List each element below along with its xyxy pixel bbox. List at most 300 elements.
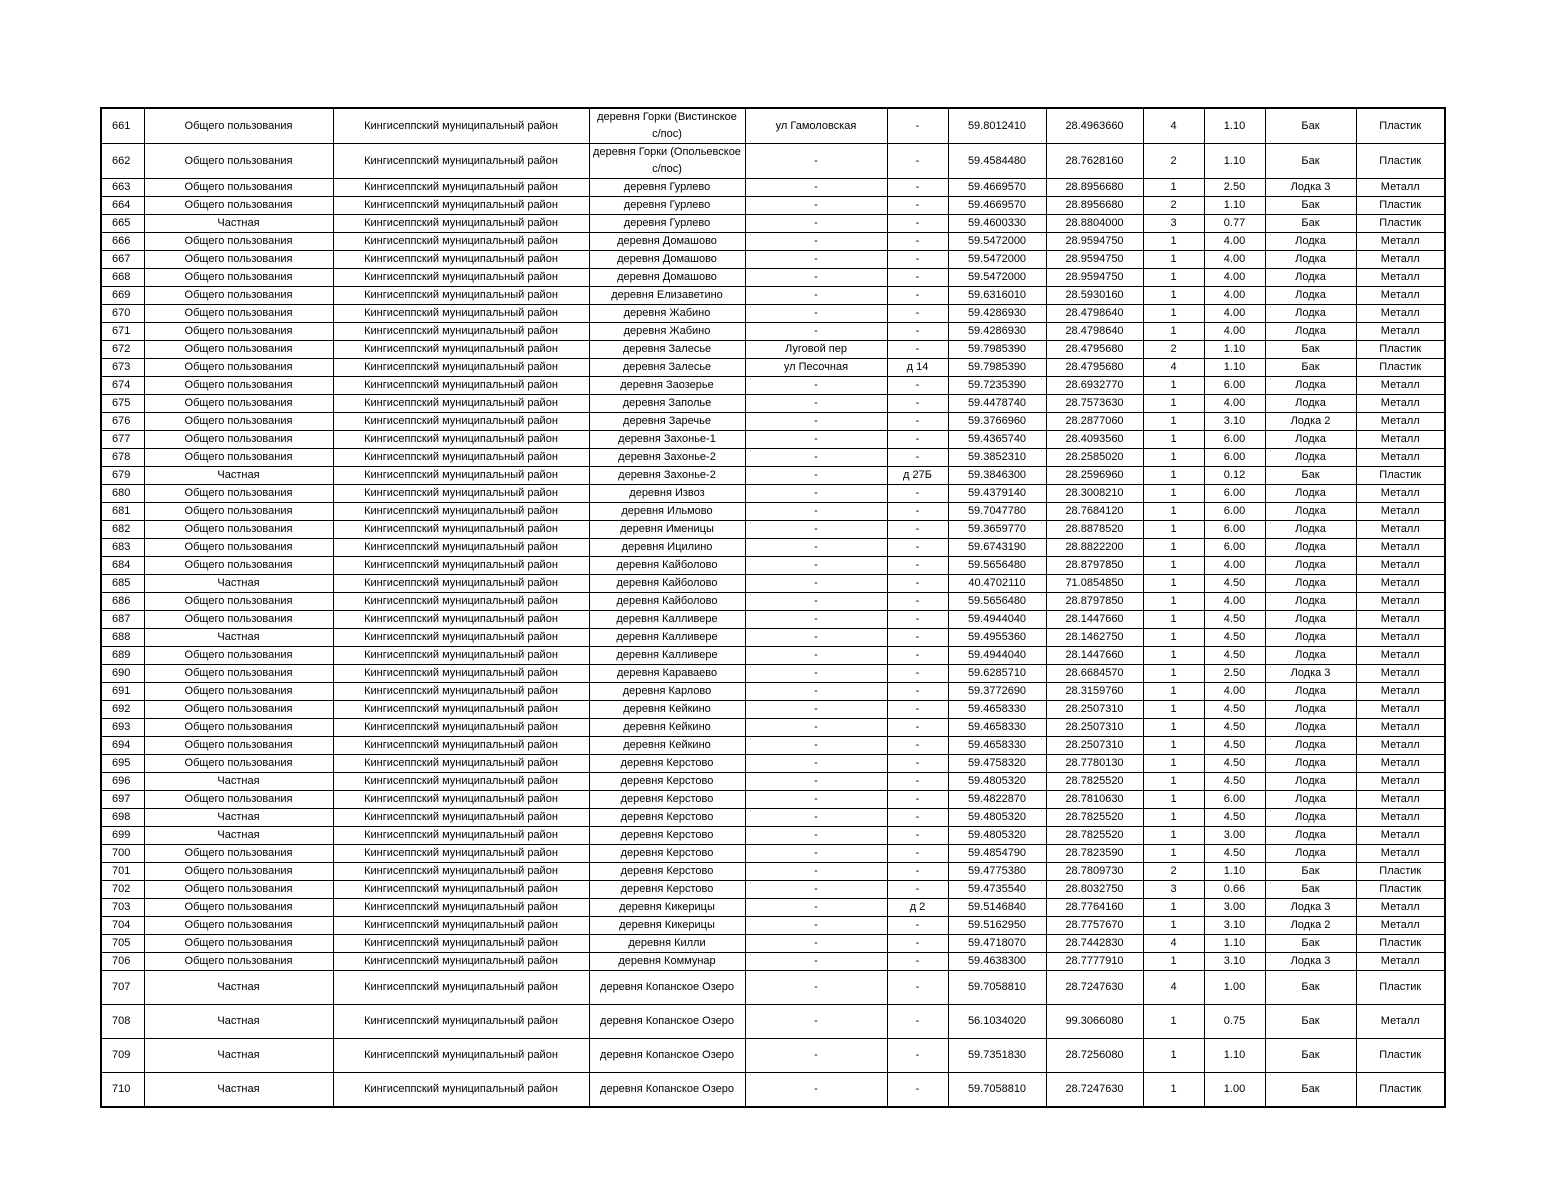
container-count-cell: 1 (1143, 521, 1204, 539)
container-type-cell: Бак (1265, 971, 1356, 1005)
container-volume-cell: 4.00 (1204, 287, 1265, 305)
table-row (101, 737, 1445, 755)
container-type-cell: Бак (1265, 935, 1356, 953)
street-cell: - (745, 215, 887, 233)
row-number-cell: 687 (101, 611, 144, 629)
settlement-cell: деревня Кейкино (589, 701, 745, 719)
street-cell: - (745, 647, 887, 665)
container-volume-cell: 6.00 (1204, 521, 1265, 539)
house-cell: - (887, 269, 948, 287)
house-cell: - (887, 665, 948, 683)
row-number-cell: 685 (101, 575, 144, 593)
ownership-type-cell: Частная (144, 1039, 333, 1073)
district-cell: Кингисеппский муниципальный район (333, 935, 589, 953)
house-cell: - (887, 683, 948, 701)
latitude-cell: 59.4600330 (948, 215, 1046, 233)
house-cell: - (887, 719, 948, 737)
row-number-cell: 686 (101, 593, 144, 611)
settlement-cell: деревня Горки (Опольевское с/пос) (589, 144, 745, 179)
latitude-cell: 59.4758320 (948, 755, 1046, 773)
table-row (101, 431, 1445, 449)
row-number-cell: 699 (101, 827, 144, 845)
longitude-cell: 28.2507310 (1046, 701, 1143, 719)
container-type-cell: Лодка (1265, 557, 1356, 575)
container-volume-cell: 6.00 (1204, 503, 1265, 521)
row-number-cell: 690 (101, 665, 144, 683)
table-row (101, 845, 1445, 863)
container-volume-cell: 4.50 (1204, 755, 1265, 773)
row-number-cell: 673 (101, 359, 144, 377)
latitude-cell: 59.4658330 (948, 701, 1046, 719)
table-row (101, 917, 1445, 935)
row-number-cell: 672 (101, 341, 144, 359)
container-type-cell: Лодка (1265, 719, 1356, 737)
longitude-cell: 28.7825520 (1046, 827, 1143, 845)
latitude-cell: 59.4286930 (948, 305, 1046, 323)
street-cell: - (745, 233, 887, 251)
latitude-cell: 59.4822870 (948, 791, 1046, 809)
container-count-cell: 1 (1143, 827, 1204, 845)
container-material-cell: Металл (1356, 737, 1445, 755)
district-cell: Кингисеппский муниципальный район (333, 755, 589, 773)
latitude-cell: 59.4944040 (948, 611, 1046, 629)
district-cell: Кингисеппский муниципальный район (333, 809, 589, 827)
container-count-cell: 2 (1143, 144, 1204, 179)
container-type-cell: Лодка (1265, 269, 1356, 287)
street-cell: - (745, 449, 887, 467)
container-count-cell: 1 (1143, 791, 1204, 809)
container-material-cell: Металл (1356, 791, 1445, 809)
container-material-cell: Пластик (1356, 144, 1445, 179)
longitude-cell: 28.2507310 (1046, 719, 1143, 737)
ownership-type-cell: Общего пользования (144, 953, 333, 971)
ownership-type-cell: Общего пользования (144, 863, 333, 881)
district-cell: Кингисеппский муниципальный район (333, 737, 589, 755)
container-material-cell: Пластик (1356, 197, 1445, 215)
ownership-type-cell: Общего пользования (144, 539, 333, 557)
settlement-cell: деревня Гурлево (589, 179, 745, 197)
ownership-type-cell: Частная (144, 827, 333, 845)
table-row (101, 467, 1445, 485)
longitude-cell: 28.8822200 (1046, 539, 1143, 557)
container-type-cell: Лодка (1265, 323, 1356, 341)
container-material-cell: Металл (1356, 557, 1445, 575)
settlement-cell: деревня Елизаветино (589, 287, 745, 305)
container-count-cell: 3 (1143, 215, 1204, 233)
latitude-cell: 59.4478740 (948, 395, 1046, 413)
table-row (101, 359, 1445, 377)
street-cell: - (745, 809, 887, 827)
longitude-cell: 28.2585020 (1046, 449, 1143, 467)
container-material-cell: Металл (1356, 611, 1445, 629)
row-number-cell: 693 (101, 719, 144, 737)
house-cell: - (887, 557, 948, 575)
settlement-cell: деревня Керстово (589, 791, 745, 809)
district-cell: Кингисеппский муниципальный район (333, 503, 589, 521)
settlement-cell: деревня Керстово (589, 827, 745, 845)
container-material-cell: Металл (1356, 413, 1445, 431)
house-cell: - (887, 647, 948, 665)
settlement-cell: деревня Коммунар (589, 953, 745, 971)
container-count-cell: 1 (1143, 593, 1204, 611)
latitude-cell: 59.4735540 (948, 881, 1046, 899)
table-row (101, 809, 1445, 827)
container-material-cell: Металл (1356, 629, 1445, 647)
ownership-type-cell: Частная (144, 575, 333, 593)
table-row (101, 899, 1445, 917)
container-volume-cell: 1.10 (1204, 863, 1265, 881)
house-cell: - (887, 179, 948, 197)
house-cell: - (887, 629, 948, 647)
street-cell: - (745, 701, 887, 719)
district-cell: Кингисеппский муниципальный район (333, 575, 589, 593)
container-count-cell: 1 (1143, 179, 1204, 197)
table-row (101, 341, 1445, 359)
container-material-cell: Пластик (1356, 341, 1445, 359)
district-cell: Кингисеппский муниципальный район (333, 647, 589, 665)
settlement-cell: деревня Жабино (589, 323, 745, 341)
latitude-cell: 59.8012410 (948, 108, 1046, 144)
row-number-cell: 692 (101, 701, 144, 719)
settlement-cell: деревня Кейкино (589, 719, 745, 737)
row-number-cell: 707 (101, 971, 144, 1005)
district-cell: Кингисеппский муниципальный район (333, 863, 589, 881)
ownership-type-cell: Частная (144, 971, 333, 1005)
container-material-cell: Металл (1356, 953, 1445, 971)
district-cell: Кингисеппский муниципальный район (333, 431, 589, 449)
container-count-cell: 1 (1143, 323, 1204, 341)
container-count-cell: 1 (1143, 377, 1204, 395)
container-count-cell: 1 (1143, 287, 1204, 305)
ownership-type-cell: Частная (144, 773, 333, 791)
settlement-cell: деревня Кайболово (589, 557, 745, 575)
ownership-type-cell: Частная (144, 1073, 333, 1107)
settlement-cell: деревня Калливере (589, 629, 745, 647)
latitude-cell: 40.4702110 (948, 575, 1046, 593)
street-cell: - (745, 899, 887, 917)
latitude-cell: 59.7985390 (948, 341, 1046, 359)
row-number-cell: 670 (101, 305, 144, 323)
settlement-cell: деревня Килли (589, 935, 745, 953)
container-count-cell: 1 (1143, 647, 1204, 665)
container-volume-cell: 0.12 (1204, 467, 1265, 485)
longitude-cell: 28.7442830 (1046, 935, 1143, 953)
settlement-cell: деревня Захонье-2 (589, 467, 745, 485)
container-material-cell: Металл (1356, 809, 1445, 827)
street-cell: - (745, 377, 887, 395)
container-type-cell: Лодка (1265, 395, 1356, 413)
registry-table (100, 107, 1446, 1108)
container-count-cell: 1 (1143, 449, 1204, 467)
settlement-cell: деревня Домашово (589, 251, 745, 269)
row-number-cell: 664 (101, 197, 144, 215)
row-number-cell: 683 (101, 539, 144, 557)
container-volume-cell: 0.77 (1204, 215, 1265, 233)
ownership-type-cell: Общего пользования (144, 359, 333, 377)
table-row (101, 233, 1445, 251)
district-cell: Кингисеппский муниципальный район (333, 539, 589, 557)
latitude-cell: 59.7058810 (948, 971, 1046, 1005)
container-material-cell: Металл (1356, 305, 1445, 323)
district-cell: Кингисеппский муниципальный район (333, 1073, 589, 1107)
row-number-cell: 700 (101, 845, 144, 863)
row-number-cell: 708 (101, 1005, 144, 1039)
row-number-cell: 676 (101, 413, 144, 431)
house-cell: - (887, 755, 948, 773)
house-cell: - (887, 377, 948, 395)
settlement-cell: деревня Заречье (589, 413, 745, 431)
house-cell: д 14 (887, 359, 948, 377)
street-cell: - (745, 953, 887, 971)
container-type-cell: Лодка (1265, 611, 1356, 629)
longitude-cell: 28.3008210 (1046, 485, 1143, 503)
container-material-cell: Металл (1356, 665, 1445, 683)
table-row (101, 701, 1445, 719)
container-count-cell: 1 (1143, 413, 1204, 431)
ownership-type-cell: Общего пользования (144, 485, 333, 503)
table-row (101, 719, 1445, 737)
container-type-cell: Лодка (1265, 485, 1356, 503)
ownership-type-cell: Общего пользования (144, 737, 333, 755)
longitude-cell: 28.7823590 (1046, 845, 1143, 863)
longitude-cell: 28.4963660 (1046, 108, 1143, 144)
district-cell: Кингисеппский муниципальный район (333, 395, 589, 413)
longitude-cell: 28.4795680 (1046, 341, 1143, 359)
street-cell: - (745, 1039, 887, 1073)
container-volume-cell: 0.75 (1204, 1005, 1265, 1039)
settlement-cell: деревня Караваево (589, 665, 745, 683)
house-cell: д 2 (887, 899, 948, 917)
district-cell: Кингисеппский муниципальный район (333, 611, 589, 629)
street-cell: - (745, 323, 887, 341)
container-material-cell: Металл (1356, 1005, 1445, 1039)
row-number-cell: 678 (101, 449, 144, 467)
row-number-cell: 706 (101, 953, 144, 971)
latitude-cell: 59.7985390 (948, 359, 1046, 377)
longitude-cell: 28.7825520 (1046, 773, 1143, 791)
district-cell: Кингисеппский муниципальный район (333, 1039, 589, 1073)
longitude-cell: 28.1462750 (1046, 629, 1143, 647)
table-row (101, 449, 1445, 467)
street-cell: - (745, 269, 887, 287)
district-cell: Кингисеппский муниципальный район (333, 359, 589, 377)
ownership-type-cell: Общего пользования (144, 108, 333, 144)
house-cell: - (887, 305, 948, 323)
district-cell: Кингисеппский муниципальный район (333, 144, 589, 179)
container-type-cell: Лодка (1265, 449, 1356, 467)
row-number-cell: 704 (101, 917, 144, 935)
longitude-cell: 28.7780130 (1046, 755, 1143, 773)
container-count-cell: 4 (1143, 935, 1204, 953)
row-number-cell: 682 (101, 521, 144, 539)
ownership-type-cell: Общего пользования (144, 431, 333, 449)
district-cell: Кингисеппский муниципальный район (333, 773, 589, 791)
settlement-cell: деревня Керстово (589, 863, 745, 881)
latitude-cell: 59.4944040 (948, 647, 1046, 665)
container-volume-cell: 4.00 (1204, 305, 1265, 323)
latitude-cell: 59.4365740 (948, 431, 1046, 449)
longitude-cell: 28.1447660 (1046, 647, 1143, 665)
street-cell: - (745, 485, 887, 503)
container-type-cell: Лодка (1265, 737, 1356, 755)
ownership-type-cell: Общего пользования (144, 197, 333, 215)
table-row (101, 305, 1445, 323)
row-number-cell: 705 (101, 935, 144, 953)
settlement-cell: деревня Копанское Озеро (589, 1005, 745, 1039)
district-cell: Кингисеппский муниципальный район (333, 845, 589, 863)
row-number-cell: 695 (101, 755, 144, 773)
table-row (101, 629, 1445, 647)
container-type-cell: Лодка (1265, 629, 1356, 647)
container-material-cell: Металл (1356, 683, 1445, 701)
container-volume-cell: 4.50 (1204, 575, 1265, 593)
container-volume-cell: 4.50 (1204, 647, 1265, 665)
settlement-cell: деревня Кайболово (589, 575, 745, 593)
settlement-cell: деревня Горки (Вистинское с/пос) (589, 108, 745, 144)
row-number-cell: 668 (101, 269, 144, 287)
table-row (101, 395, 1445, 413)
container-type-cell: Лодка 2 (1265, 917, 1356, 935)
district-cell: Кингисеппский муниципальный район (333, 971, 589, 1005)
ownership-type-cell: Общего пользования (144, 341, 333, 359)
house-cell: - (887, 251, 948, 269)
settlement-cell: деревня Ицилино (589, 539, 745, 557)
row-number-cell: 666 (101, 233, 144, 251)
row-number-cell: 667 (101, 251, 144, 269)
container-volume-cell: 6.00 (1204, 449, 1265, 467)
longitude-cell: 28.4795680 (1046, 359, 1143, 377)
container-material-cell: Металл (1356, 773, 1445, 791)
settlement-cell: деревня Заполье (589, 395, 745, 413)
latitude-cell: 56.1034020 (948, 1005, 1046, 1039)
latitude-cell: 59.6743190 (948, 539, 1046, 557)
house-cell: - (887, 971, 948, 1005)
container-count-cell: 4 (1143, 108, 1204, 144)
longitude-cell: 71.0854850 (1046, 575, 1143, 593)
container-material-cell: Металл (1356, 485, 1445, 503)
container-material-cell: Металл (1356, 521, 1445, 539)
district-cell: Кингисеппский муниципальный район (333, 881, 589, 899)
container-type-cell: Лодка (1265, 521, 1356, 539)
longitude-cell: 28.7573630 (1046, 395, 1143, 413)
latitude-cell: 59.4955360 (948, 629, 1046, 647)
container-volume-cell: 4.50 (1204, 773, 1265, 791)
district-cell: Кингисеппский муниципальный район (333, 917, 589, 935)
container-count-cell: 1 (1143, 629, 1204, 647)
row-number-cell: 671 (101, 323, 144, 341)
ownership-type-cell: Общего пользования (144, 755, 333, 773)
street-cell: - (745, 881, 887, 899)
container-type-cell: Лодка (1265, 809, 1356, 827)
container-count-cell: 1 (1143, 719, 1204, 737)
settlement-cell: деревня Копанское Озеро (589, 1039, 745, 1073)
container-material-cell: Металл (1356, 539, 1445, 557)
longitude-cell: 28.7628160 (1046, 144, 1143, 179)
container-volume-cell: 6.00 (1204, 791, 1265, 809)
longitude-cell: 28.7247630 (1046, 1073, 1143, 1107)
container-material-cell: Металл (1356, 701, 1445, 719)
street-cell: - (745, 539, 887, 557)
table-row (101, 179, 1445, 197)
container-type-cell: Лодка (1265, 251, 1356, 269)
longitude-cell: 28.7247630 (1046, 971, 1143, 1005)
latitude-cell: 59.4638300 (948, 953, 1046, 971)
container-count-cell: 1 (1143, 503, 1204, 521)
container-count-cell: 1 (1143, 683, 1204, 701)
container-type-cell: Лодка (1265, 647, 1356, 665)
ownership-type-cell: Общего пользования (144, 305, 333, 323)
table-row (101, 971, 1445, 1005)
table-row (101, 935, 1445, 953)
table-row (101, 539, 1445, 557)
row-number-cell: 710 (101, 1073, 144, 1107)
container-material-cell: Металл (1356, 917, 1445, 935)
table-row (101, 611, 1445, 629)
street-cell: - (745, 431, 887, 449)
longitude-cell: 99.3066080 (1046, 1005, 1143, 1039)
settlement-cell: деревня Кикерицы (589, 917, 745, 935)
container-type-cell: Бак (1265, 467, 1356, 485)
container-material-cell: Металл (1356, 899, 1445, 917)
house-cell: - (887, 935, 948, 953)
ownership-type-cell: Общего пользования (144, 233, 333, 251)
container-material-cell: Металл (1356, 269, 1445, 287)
container-volume-cell: 4.50 (1204, 629, 1265, 647)
longitude-cell: 28.7809730 (1046, 863, 1143, 881)
house-cell: - (887, 953, 948, 971)
settlement-cell: деревня Гурлево (589, 197, 745, 215)
container-material-cell: Пластик (1356, 935, 1445, 953)
row-number-cell: 694 (101, 737, 144, 755)
container-volume-cell: 3.10 (1204, 953, 1265, 971)
settlement-cell: деревня Именицы (589, 521, 745, 539)
street-cell: - (745, 845, 887, 863)
container-type-cell: Бак (1265, 341, 1356, 359)
container-count-cell: 2 (1143, 863, 1204, 881)
street-cell: - (745, 395, 887, 413)
district-cell: Кингисеппский муниципальный район (333, 413, 589, 431)
container-type-cell: Лодка (1265, 233, 1356, 251)
container-count-cell: 1 (1143, 431, 1204, 449)
table-row (101, 215, 1445, 233)
container-material-cell: Металл (1356, 449, 1445, 467)
ownership-type-cell: Общего пользования (144, 287, 333, 305)
ownership-type-cell: Общего пользования (144, 449, 333, 467)
row-number-cell: 663 (101, 179, 144, 197)
container-type-cell: Лодка (1265, 683, 1356, 701)
table-row (101, 323, 1445, 341)
table-row (101, 503, 1445, 521)
container-volume-cell: 4.00 (1204, 233, 1265, 251)
container-material-cell: Пластик (1356, 1039, 1445, 1073)
container-count-cell: 4 (1143, 971, 1204, 1005)
table-row (101, 773, 1445, 791)
container-volume-cell: 4.50 (1204, 845, 1265, 863)
container-volume-cell: 1.10 (1204, 1039, 1265, 1073)
container-count-cell: 1 (1143, 755, 1204, 773)
row-number-cell: 702 (101, 881, 144, 899)
house-cell: - (887, 413, 948, 431)
container-volume-cell: 1.10 (1204, 935, 1265, 953)
latitude-cell: 59.6316010 (948, 287, 1046, 305)
ownership-type-cell: Общего пользования (144, 899, 333, 917)
container-count-cell: 1 (1143, 701, 1204, 719)
table-row (101, 287, 1445, 305)
container-type-cell: Лодка (1265, 755, 1356, 773)
street-cell: - (745, 575, 887, 593)
latitude-cell: 59.5472000 (948, 233, 1046, 251)
district-cell: Кингисеппский муниципальный район (333, 179, 589, 197)
